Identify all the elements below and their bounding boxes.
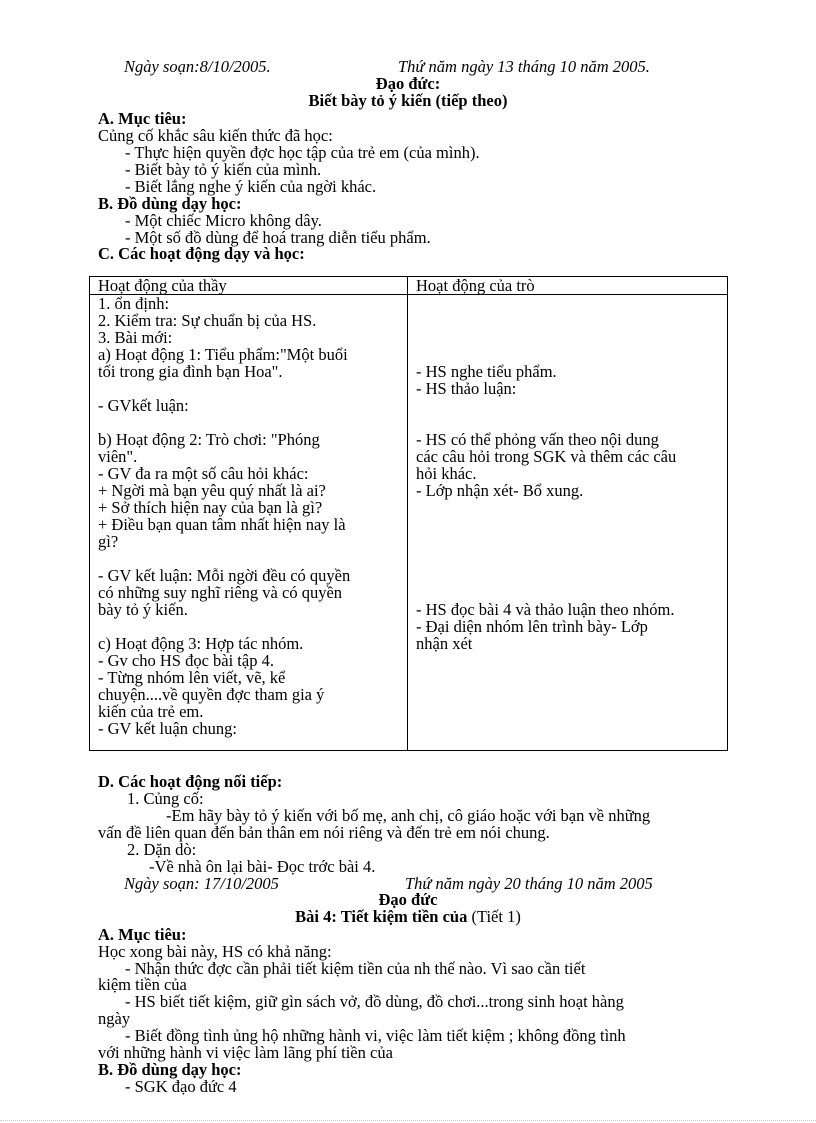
table-line: có những suy nghĩ riêng và có quyền [98, 583, 343, 602]
table-line: + Sở thích hiện nay của bạn là gì? [98, 498, 323, 517]
section-b-heading: B. Đồ dùng dạy học: [98, 194, 242, 213]
homework-heading: 2. Dặn dò: [127, 840, 197, 859]
table-line: - GV kết luận chung: [98, 719, 238, 738]
section-a-heading-2: A. Mục tiêu: [98, 925, 187, 944]
lesson-title-2 [0, 908, 816, 925]
consolidation-heading: 1. Củng cố: [127, 789, 204, 808]
table-line: - HS nghe tiểu phẩm. [416, 362, 557, 381]
material-item: - Một số đồ dùng để hoá trang diễn tiểu phẩm. [125, 228, 431, 247]
table-line [98, 380, 407, 397]
table-line: + Điều bạn quan tâm nhất hiện nay là [98, 515, 346, 534]
table-line: các câu hỏi trong SGK và thêm các câu [416, 447, 677, 466]
section-a-heading: A. Mục tiêu: [98, 109, 187, 128]
objective-item-2: - Biết đồng tình ủng hộ những hành vi, việc làm tiết kiệm ; không đồng tình [125, 1026, 626, 1045]
table-line [98, 550, 407, 567]
table-line [98, 618, 407, 635]
objective-item-2: - Nhận thức đợc cần phải tiết kiệm tiền của nh thế nào. Vì sao cần tiết [125, 959, 586, 978]
objective-item-2: với những hành vi việc làm lãng phí tiền của [98, 1043, 393, 1062]
subject-title: Đạo đức: [375, 74, 441, 93]
consolidation-text: vấn đề liên quan đến bản thân em nói riêng và đến trẻ em nói chung. [98, 823, 550, 842]
student-column-header: Hoạt động của trò [408, 277, 728, 295]
section-c-heading: C. Các hoạt động dạy và học: [98, 244, 305, 263]
section-d-heading: D. Các hoạt động nối tiếp: [98, 772, 283, 791]
table-line: tối trong gia đình bạn Hoa". [98, 362, 283, 381]
objective-item-2: - HS biết tiết kiệm, giữ gìn sách vở, đồ dùng, đồ chơi...trong sinh hoạt hàng [125, 992, 624, 1011]
table-line: 3. Bài mới: [98, 328, 173, 347]
table-line [98, 414, 407, 431]
table-line: chuyện....về quyền đợc tham gia ý [98, 685, 325, 704]
table-line: - GV đa ra một số câu hỏi khác: [98, 464, 309, 483]
table-line: nhận xét [416, 634, 473, 653]
material-item-2: - SGK đạo đức 4 [125, 1077, 237, 1096]
table-line: - Lớp nhận xét- Bổ xung. [416, 481, 584, 500]
section-b-heading-2: B. Đồ dùng dạy học: [98, 1060, 242, 1079]
table-line: - Đại diện nhóm lên trình bày- Lớp [416, 617, 648, 636]
table-line [416, 312, 727, 329]
table-line [416, 567, 727, 584]
table-line [416, 516, 727, 533]
table-line [416, 346, 727, 363]
teacher-column-header: Hoạt động của thầy [90, 277, 408, 295]
table-line: - Gv cho HS đọc bài tập 4. [98, 651, 274, 670]
table-line: - GVkết luận: [98, 396, 189, 415]
section-a-intro: Củng cố khắc sâu kiến thức đã học: [98, 126, 333, 145]
prep-date-2: Ngày soạn: 17/10/2005 [124, 874, 279, 893]
section-a-intro-2: Học xong bài này, HS có khả năng: [98, 942, 332, 961]
table-line: + Ngời mà bạn yêu quý nhất là ai? [98, 481, 326, 500]
teach-date-2: Thứ năm ngày 20 tháng 10 năm 2005 [405, 874, 653, 893]
student-activities-cell [408, 295, 728, 751]
table-line [416, 499, 727, 516]
material-item: - Một chiếc Micro không dây. [125, 211, 322, 230]
homework-text: -Về nhà ôn lại bài- Đọc trớc bài 4. [149, 857, 376, 876]
table-line: kiến của trẻ em. [98, 702, 204, 721]
table-line [416, 414, 727, 431]
subject-title-2: Đạo đức [378, 890, 438, 909]
prep-date: Ngày soạn:8/10/2005. [124, 57, 271, 76]
table-line [416, 397, 727, 414]
table-line: - Từng nhóm lên viết, vẽ, kể [98, 668, 286, 687]
objective-item: - Thực hiện quyền đợc học tập của trẻ em (của mình). [125, 143, 480, 162]
table-line [416, 584, 727, 601]
teacher-activities-cell [90, 295, 408, 751]
table-line: 1. ổn định: [98, 294, 170, 313]
table-line: gì? [98, 532, 119, 551]
table-line: - HS có thể phỏng vấn theo nội dung [416, 430, 659, 449]
table-line: c) Hoạt động 3: Hợp tác nhóm. [98, 634, 304, 653]
table-line [416, 533, 727, 550]
table-line: - HS thảo luận: [416, 379, 517, 398]
lesson-title-main: Bài 4: Tiết kiệm tiền của [295, 907, 468, 926]
table-line [416, 295, 727, 312]
objective-item-2: ngày [98, 1009, 131, 1028]
lesson-title: Biết bày tỏ ý kiến (tiếp theo) [308, 91, 508, 110]
lesson-title-period: (Tiết 1) [467, 907, 521, 926]
table-line: hỏi khác. [416, 464, 477, 483]
table-line: b) Hoạt động 2: Trò chơi: "Phóng [98, 430, 320, 449]
teach-date: Thứ năm ngày 13 tháng 10 năm 2005. [398, 57, 650, 76]
table-line: bày tỏ ý kiến. [98, 600, 188, 619]
objective-item: - Biết bày tỏ ý kiến của mình. [125, 160, 322, 179]
table-line [416, 329, 727, 346]
table-line: a) Hoạt động 1: Tiểu phẩm:"Một buổi [98, 345, 348, 364]
objective-item-2: kiệm tiền của [98, 975, 187, 994]
activities-table [89, 276, 728, 751]
table-line: viên". [98, 447, 138, 466]
table-line: - GV kết luận: Mỗi ngời đều có quyền [98, 566, 351, 585]
consolidation-text: -Em hãy bày tỏ ý kiến với bố mẹ, anh chị, cô giáo hoặc với bạn về những [166, 806, 651, 825]
table-line: 2. Kiểm tra: Sự chuẩn bị của HS. [98, 311, 317, 330]
table-line [416, 550, 727, 567]
objective-item: - Biết lắng nghe ý kiến của ngời khác. [125, 177, 377, 196]
table-line: - HS đọc bài 4 và thảo luận theo nhóm. [416, 600, 675, 619]
page-bottom-rule [0, 1120, 816, 1121]
